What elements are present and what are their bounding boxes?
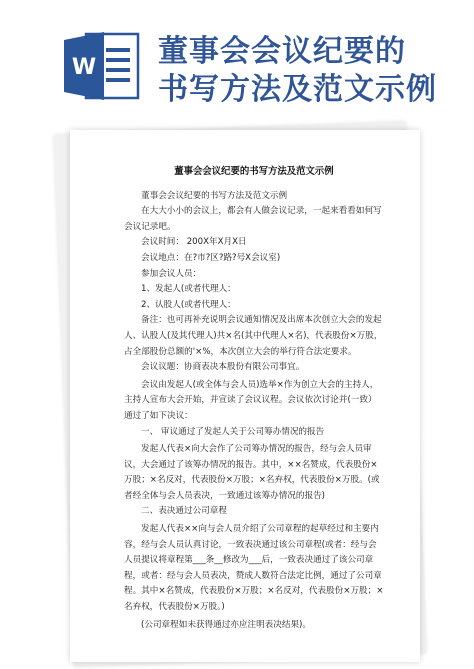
doc-paragraph: 会议议题：协商表决本股份有限公司事宜。 [141,362,305,373]
word-icon-letter: W [71,55,97,80]
doc-paragraph: 发起人代表×向大会作了公司筹办情况的报告，经与会人员审议，大会通过了该筹办情况的报告。其中，××名赞成，代表股份×万股；×名反对，代表股份×万股；×名弃权，代表股份×万股。(或者经全体与会人员表决，一致通过该筹办情况的报告) [124,444,380,501]
banner-title-line2: 书写方法及范文示例 [158,72,437,107]
document-body [124,164,384,633]
doc-paragraph: 1、发起人(或者代理人： [141,284,236,295]
doc-paragraph: (公司章程如未获得通过亦应注明表决结果)。 [141,619,311,630]
doc-paragraph: 会议由发起人(或全体与会人员)选举×作为创立大会的主持人，主持人宣布大会开始，并宣读了会议议程。会议依次讨论并(一致）通过了如下决议： [124,379,379,421]
doc-paragraph: 备注：也可再补充说明会议通知情况及出席本次创立大会的发起人、认股人(及其代理人)共×名(其中代理人×名)，代表股份×万股，占全部股份总额的'×%，本次创立大会的举行符合法定要求。 [124,315,383,357]
doc-paragraph: 2、认股人(或者代理人： [141,299,236,310]
doc-paragraph: 董事会会议纪要的书写方法及范文示例 [141,190,288,201]
banner [0,0,474,118]
doc-paragraph: 会议地点：在?市?区?路?号X会议室) [141,252,281,263]
doc-section-heading: 二、表决通过公司章程 [141,506,227,517]
banner-title-line1: 董事会会议纪要的 [158,34,406,69]
doc-paragraph: 会议时间： 200X年X月X日 [141,237,247,248]
document-page [70,130,420,662]
doc-paragraph: 参加会议人员： [141,268,202,279]
doc-paragraph: 在大大小小的会议上，都会有人做会议记录，一起来看看如何写会议记录吧。 [124,206,382,232]
doc-paragraph: 发起人代表××向与会人员介绍了公司章程的起草经过和主要内容，经与会人员认真讨论，一致表决通过该公司章程(或者：经与会人员提议将章程第___条__修改为___后，一致表决通过了该公司章程，或者：经与会人员表决，赞成人数符合法定比例，通过了公司章程。其中×名赞成，代表股份×万股；×名反对，代表股份×万股；×名弃权，代表股份×万股。) [124,524,384,613]
doc-section-heading: 一、 审议通过了发起人关于公司筹办情况的报告 [141,426,325,437]
word-document-icon [62,28,142,104]
document-title: 董事会会议纪要的书写方法及范文示例 [174,166,334,177]
